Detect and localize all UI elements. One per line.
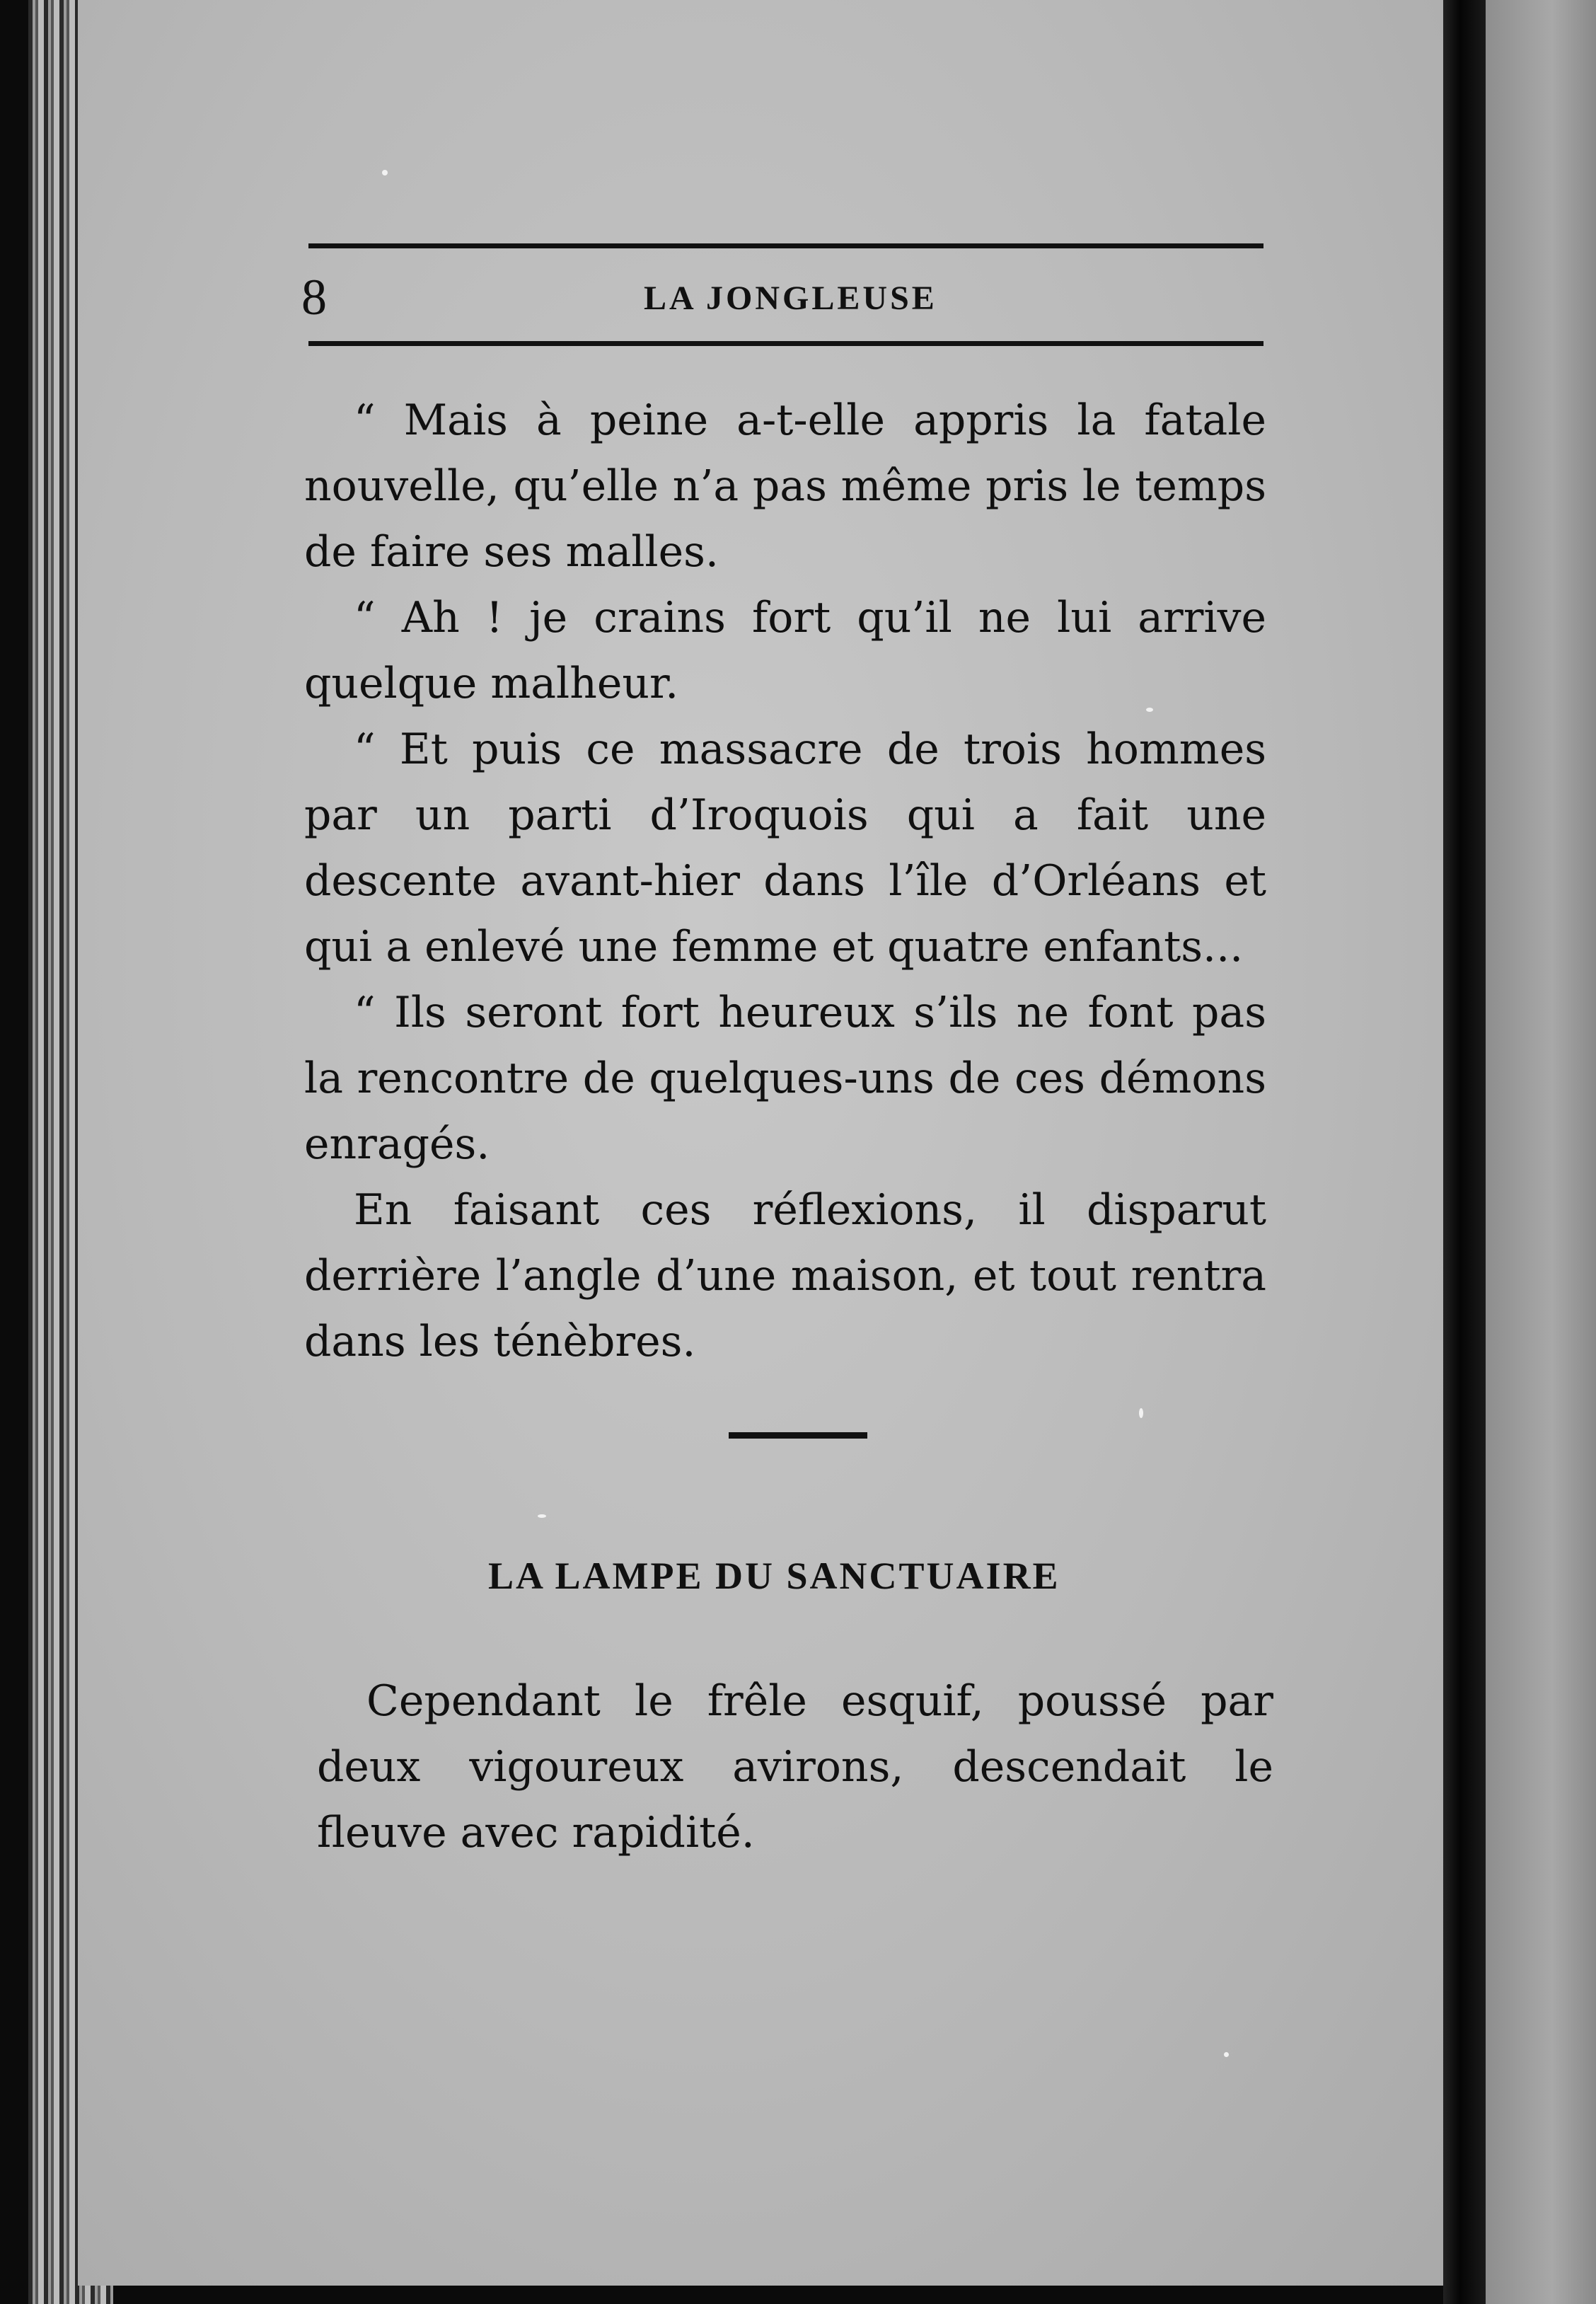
body-text bbox=[304, 388, 1266, 1375]
paragraph: “ Ah ! je crains fort qu’il ne lui arrive quelque malheur. bbox=[304, 593, 1266, 708]
paragraph: “ Mais à peine a-t-elle appris la fatale nouvelle, qu’elle n’a pas même pris le temps de faire ses malles. bbox=[304, 396, 1266, 577]
header-rule-top bbox=[308, 243, 1264, 248]
scan-speck bbox=[1146, 708, 1153, 712]
paragraph: En faisant ces réflexions, il disparut derrière l’angle d’une maison, et tout rentra dans les ténèbres. bbox=[304, 1185, 1266, 1366]
scan-speck bbox=[1139, 1408, 1143, 1418]
section-text bbox=[317, 1669, 1273, 1866]
paragraph: “ Ils seront fort heureux s’ils ne font pas la rencontre de quelques-uns de ces démons enragés. bbox=[304, 988, 1266, 1169]
paragraph: Cependant le frêle esquif, poussé par deux vigoureux avirons, descendait le fleuve avec rapidité. bbox=[317, 1676, 1273, 1857]
header-rule-bottom bbox=[308, 341, 1264, 346]
scan-speck bbox=[382, 170, 388, 175]
paragraph: “ Et puis ce massacre de trois hommes par un parti d’Iroquois qui a fait une descente avant-hier dans l’île d’Orléans et qui a enlevé une femme et quatre enfants... bbox=[304, 725, 1266, 972]
running-head: LA JONGLEUSE bbox=[644, 280, 937, 317]
page-number: 8 bbox=[301, 269, 327, 326]
section-separator bbox=[729, 1432, 867, 1439]
scan-speck bbox=[1224, 2052, 1229, 2057]
scan-speck bbox=[538, 1514, 546, 1518]
book-spine bbox=[1443, 0, 1486, 2304]
facing-page-edge bbox=[1486, 0, 1596, 2304]
section-title: LA LAMPE DU SANCTUAIRE bbox=[488, 1555, 1060, 1597]
